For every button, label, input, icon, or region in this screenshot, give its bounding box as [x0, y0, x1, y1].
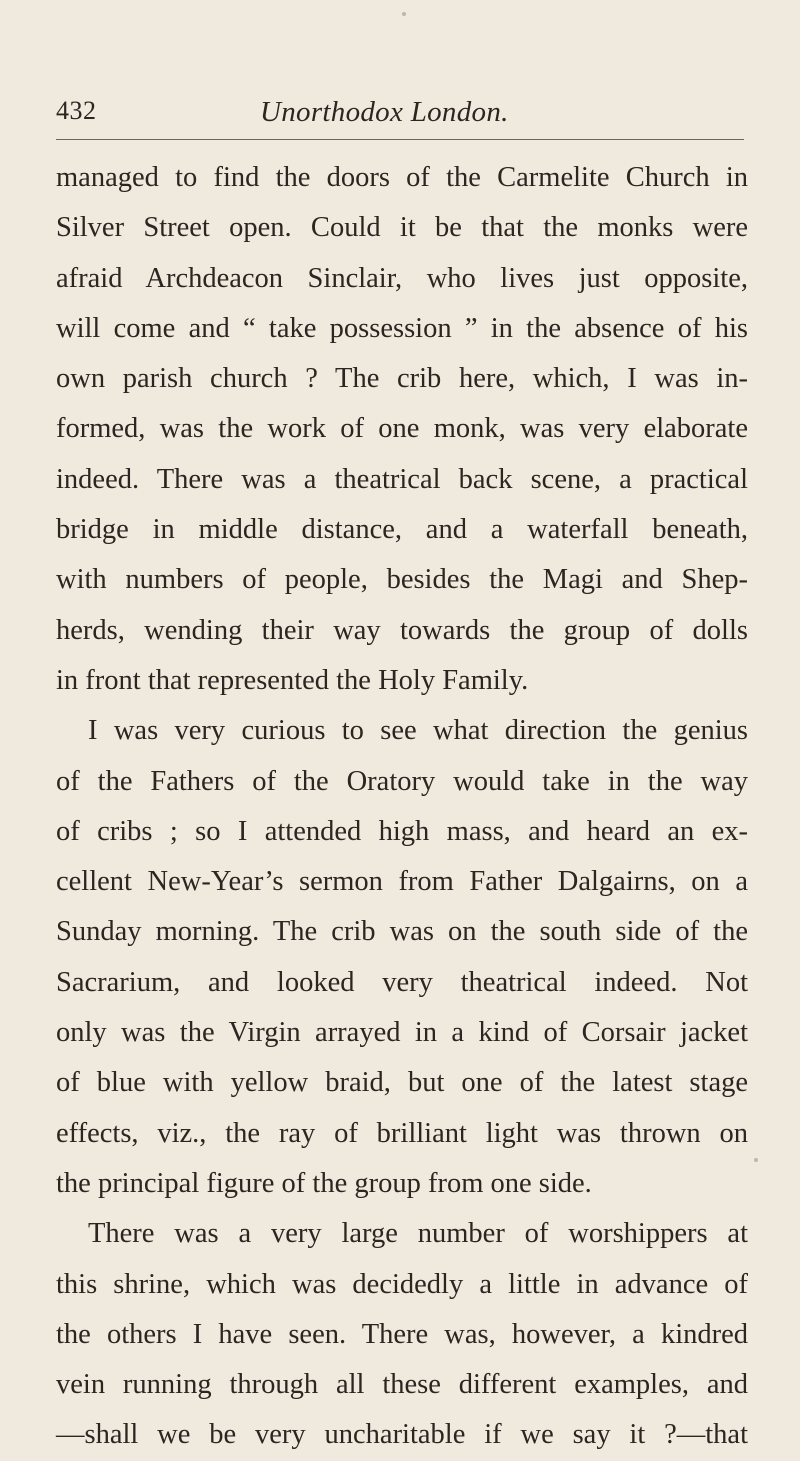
text-line: of cribs ; so I attended high mass, and heard an ex- [56, 815, 748, 847]
text-line: the principal figure of the group from one side. [56, 1167, 592, 1199]
page-number: 432 [56, 96, 97, 125]
text-line: with numbers of people, besides the Magi and Shep- [56, 564, 748, 596]
text-line: this shrine, which was decidedly a little in advance of [56, 1268, 748, 1300]
text-line: of blue with yellow braid, but one of the latest stage [56, 1067, 748, 1099]
text-line: indeed. There was a theatrical back scene, a practical [56, 463, 748, 495]
text-line: cellent New-Year’s sermon from Father Dalgairns, on a [56, 866, 748, 898]
text-line: bridge in middle distance, and a waterfall beneath, [56, 514, 748, 546]
text-line: Sunday morning. The crib was on the south side of the [56, 916, 748, 948]
page-header [56, 96, 746, 136]
text-line: will come and “ take possession ” in the absence of his [56, 312, 748, 344]
text-line: Silver Street open. Could it be that the monks were [56, 212, 748, 244]
text-line: vein running through all these different examples, and [56, 1369, 748, 1401]
paper-speck [402, 12, 406, 16]
text-line: formed, was the work of one monk, was very elaborate [56, 413, 748, 445]
text-line: only was the Virgin arrayed in a kind of Corsair jacket [56, 1017, 748, 1049]
text-line: of the Fathers of the Oratory would take in the way [56, 765, 748, 797]
text-line: in front that represented the Holy Family. [56, 664, 529, 696]
text-line: I was very curious to see what direction the genius [88, 715, 748, 747]
paper-speck [754, 1158, 758, 1162]
text-line: —shall we be very uncharitable if we say it ?—that [56, 1419, 748, 1451]
running-title: Unorthodox London. [260, 96, 509, 128]
text-line: managed to find the doors of the Carmelite Church in [56, 162, 748, 193]
text-line: herds, wending their way towards the group of dolls [56, 614, 748, 646]
text-line: own parish church ? The crib here, which, I was in- [56, 363, 748, 395]
text-line: effects, viz., the ray of brilliant light was thrown on [56, 1117, 748, 1149]
header-rule [56, 139, 744, 140]
text-line: afraid Archdeacon Sinclair, who lives just opposite, [56, 262, 748, 294]
body-text [56, 153, 748, 1461]
text-line: There was a very large number of worshippers at [88, 1218, 748, 1250]
text-line: Sacrarium, and looked very theatrical indeed. Not [56, 966, 748, 998]
text-line: the others I have seen. There was, however, a kindred [56, 1318, 748, 1350]
